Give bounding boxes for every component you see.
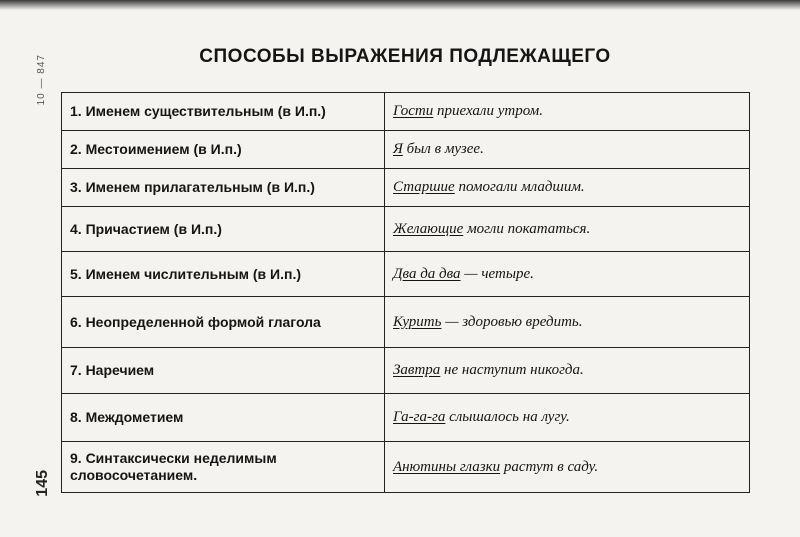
example-rest: слышалось на лугу. [445, 409, 570, 425]
method-cell: 6. Неопределенной формой глагола [62, 297, 385, 348]
example-cell [385, 394, 750, 442]
example-rest: могли покататься. [463, 220, 591, 237]
example-rest: — здоровью вредить. [441, 313, 583, 330]
example-subject: Га-га-га [393, 409, 446, 425]
example-cell [385, 348, 750, 394]
example-cell [385, 207, 750, 252]
example-subject: Курить [393, 313, 442, 330]
table-row [62, 252, 750, 297]
example-rest: не наступит никогда. [440, 362, 584, 378]
example-subject: Я [393, 141, 403, 157]
example-rest: приехали утром. [433, 103, 543, 119]
table-row [62, 93, 750, 131]
example-subject: Старшие [393, 179, 455, 195]
table-row [62, 442, 750, 493]
table-row [62, 297, 750, 348]
example-rest: растут в саду. [500, 458, 599, 475]
subject-expression-table [61, 92, 750, 493]
table-row [62, 131, 750, 169]
page-title: СПОСОБЫ ВЫРАЖЕНИЯ ПОДЛЕЖАЩЕГО [199, 46, 611, 67]
method-cell: 2. Местоимением (в И.п.) [62, 131, 385, 169]
example-cell [385, 442, 750, 493]
example-rest: был в музее. [402, 141, 484, 157]
example-subject: Два да два [393, 265, 461, 282]
table-row [62, 394, 750, 442]
margin-code: 10 — 847 [36, 54, 47, 106]
method-cell: 9. Синтаксически неделимым словосочетанием. [62, 442, 385, 493]
method-cell: 3. Именем прилагательным (в И.п.) [62, 169, 385, 207]
example-cell [385, 131, 750, 169]
example-subject: Желающие [393, 220, 464, 237]
example-cell [385, 297, 750, 348]
method-cell: 8. Междометием [62, 394, 385, 442]
example-rest: — четыре. [460, 265, 534, 282]
example-rest: помогали младшим. [454, 179, 585, 195]
method-cell: 5. Именем числительным (в И.п.) [62, 252, 385, 297]
example-cell [385, 93, 750, 131]
method-cell: 4. Причастием (в И.п.) [62, 207, 385, 252]
method-cell: 7. Наречием [62, 348, 385, 394]
example-subject: Анютины глазки [393, 458, 501, 475]
example-cell [385, 169, 750, 207]
page-top-edge-shadow [0, 0, 800, 10]
example-subject: Гости [393, 103, 434, 119]
table-row [62, 348, 750, 394]
example-cell [385, 252, 750, 297]
example-subject: Завтра [393, 362, 441, 378]
page-number: 145 [34, 470, 51, 497]
method-cell: 1. Именем существительным (в И.п.) [62, 93, 385, 131]
table-row [62, 169, 750, 207]
table-row [62, 207, 750, 252]
